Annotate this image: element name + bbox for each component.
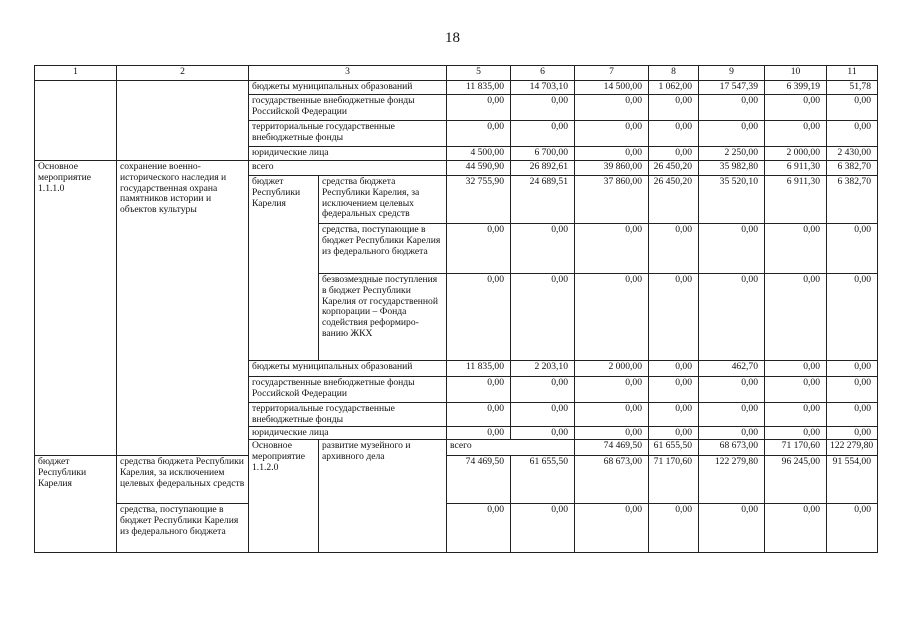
value-cell: 462,70 [699, 361, 765, 377]
value-cell: 4 500,00 [447, 147, 511, 161]
value-cell: 68 673,00 [575, 456, 649, 504]
value-cell: 0,00 [827, 224, 878, 274]
value-cell: 0,00 [827, 95, 878, 121]
value-cell: 0,00 [649, 361, 699, 377]
value-cell: 0,00 [511, 377, 575, 403]
value-cell: 6 382,70 [827, 161, 878, 176]
value-cell: 71 170,60 [649, 456, 699, 504]
value-cell: 1 062,00 [649, 81, 699, 95]
value-cell: 17 547,39 [699, 81, 765, 95]
value-cell: 14 703,10 [511, 81, 575, 95]
value-cell: 0,00 [765, 427, 827, 440]
value-cell: 0,00 [575, 274, 649, 361]
header-cell: 8 [649, 66, 699, 81]
source-label: государственные внебюджетные фонды Российской Федерации [249, 95, 447, 121]
value-cell: 0,00 [511, 224, 575, 274]
header-cell: 9 [699, 66, 765, 81]
value-cell: 0,00 [827, 361, 878, 377]
value-cell: 37 860,00 [575, 176, 649, 224]
source-label: бюджеты муниципальных образований [249, 361, 447, 377]
value-cell: 122 279,80 [827, 440, 878, 456]
value-cell: 0,00 [827, 377, 878, 403]
source-label: государственные внебюджетные фонды Российской Федерации [249, 377, 447, 403]
value-cell: 0,00 [827, 504, 878, 553]
header-row [35, 66, 878, 81]
value-cell: 0,00 [827, 274, 878, 361]
budget-table [34, 65, 878, 553]
value-cell: 0,00 [765, 121, 827, 147]
empty-cell [35, 81, 117, 161]
source-label: средства, поступающие в бюджет Республики Карелия из федерального бюджета [117, 504, 249, 553]
value-cell: 24 689,51 [511, 176, 575, 224]
value-cell: 0,00 [827, 427, 878, 440]
source-label: бюджеты муниципальных образований [249, 81, 447, 95]
value-cell: 0,00 [575, 95, 649, 121]
value-cell: 0,00 [511, 274, 575, 361]
source-label: всего [249, 161, 447, 176]
value-cell: 0,00 [699, 504, 765, 553]
value-cell: 11 835,00 [447, 81, 511, 95]
value-cell: 6 911,30 [765, 161, 827, 176]
value-cell: 26 450,20 [649, 161, 699, 176]
value-cell: 0,00 [649, 95, 699, 121]
value-cell: 32 755,90 [447, 176, 511, 224]
value-cell: 6 700,00 [511, 147, 575, 161]
value-cell: 0,00 [447, 224, 511, 274]
value-cell: 0,00 [447, 121, 511, 147]
value-cell: 68 673,00 [699, 440, 765, 456]
value-cell: 0,00 [699, 224, 765, 274]
source-label: территориальные государственные внебюджетные фонды [249, 121, 447, 147]
value-cell: 0,00 [447, 403, 511, 427]
value-cell: 0,00 [649, 377, 699, 403]
source-label: юридические лица [249, 147, 447, 161]
event-code: Основное мероприятие 1.1.1.0 [35, 161, 117, 456]
value-cell: 0,00 [511, 427, 575, 440]
value-cell: 0,00 [649, 224, 699, 274]
value-cell: 51,78 [827, 81, 878, 95]
event-code: Основное мероприятие 1.1.2.0 [249, 440, 319, 553]
value-cell: 74 469,50 [447, 456, 511, 504]
header-cell: 1 [35, 66, 117, 81]
value-cell: 0,00 [765, 361, 827, 377]
value-cell: 6 399,19 [765, 81, 827, 95]
value-cell: 26 450,20 [649, 176, 699, 224]
value-cell: 74 469,50 [575, 440, 649, 456]
value-cell: 0,00 [511, 403, 575, 427]
value-cell: 0,00 [649, 121, 699, 147]
value-cell: 0,00 [575, 147, 649, 161]
value-cell: 0,00 [447, 427, 511, 440]
value-cell: 0,00 [511, 95, 575, 121]
value-cell: 0,00 [511, 121, 575, 147]
value-cell: 0,00 [575, 403, 649, 427]
source-label: безвозмездные поступления в бюджет Республики Карелия от государственной корпорации – Фонда содействия реформиро-ванию ЖКХ [319, 274, 447, 361]
value-cell: 0,00 [511, 504, 575, 553]
event-name: сохранение военно-исторического наследия и государственная охрана памятников истории и объектов культуры [117, 161, 249, 456]
table-row [35, 456, 878, 504]
value-cell: 0,00 [765, 224, 827, 274]
value-cell: 61 655,50 [649, 440, 699, 456]
value-cell: 0,00 [447, 504, 511, 553]
value-cell: 0,00 [765, 274, 827, 361]
value-cell: 2 000,00 [575, 361, 649, 377]
source-label: всего [447, 440, 575, 456]
value-cell: 26 892,61 [511, 161, 575, 176]
value-cell: 0,00 [649, 274, 699, 361]
value-cell: 6 911,30 [765, 176, 827, 224]
value-cell: 0,00 [575, 121, 649, 147]
value-cell: 2 430,00 [827, 147, 878, 161]
value-cell: 0,00 [575, 427, 649, 440]
source-label: средства бюджета Республики Карелия, за исключением целевых федеральных средств [117, 456, 249, 504]
header-cell: 7 [575, 66, 649, 81]
table-row [35, 161, 878, 176]
source-group-label: бюджет Республики Карелия [35, 456, 117, 553]
value-cell: 0,00 [699, 95, 765, 121]
value-cell: 0,00 [447, 95, 511, 121]
header-cell: 2 [117, 66, 249, 81]
source-label: средства бюджета Республики Карелия, за исключением целевых федеральных средств [319, 176, 447, 224]
value-cell: 0,00 [649, 427, 699, 440]
value-cell: 0,00 [699, 377, 765, 403]
value-cell: 0,00 [447, 377, 511, 403]
value-cell: 91 554,00 [827, 456, 878, 504]
value-cell: 0,00 [649, 504, 699, 553]
value-cell: 96 245,00 [765, 456, 827, 504]
value-cell: 35 982,80 [699, 161, 765, 176]
value-cell: 0,00 [765, 95, 827, 121]
value-cell: 0,00 [575, 224, 649, 274]
value-cell: 39 860,00 [575, 161, 649, 176]
value-cell: 35 520,10 [699, 176, 765, 224]
value-cell: 0,00 [699, 427, 765, 440]
value-cell: 0,00 [575, 377, 649, 403]
value-cell: 2 203,10 [511, 361, 575, 377]
value-cell: 0,00 [699, 274, 765, 361]
value-cell: 71 170,60 [765, 440, 827, 456]
value-cell: 0,00 [699, 121, 765, 147]
header-cell: 10 [765, 66, 827, 81]
value-cell: 11 835,00 [447, 361, 511, 377]
header-cell: 11 [827, 66, 878, 81]
source-label: юридические лица [249, 427, 447, 440]
value-cell: 0,00 [827, 403, 878, 427]
value-cell: 0,00 [699, 403, 765, 427]
value-cell: 0,00 [649, 147, 699, 161]
header-cell: 5 [447, 66, 511, 81]
value-cell: 2 250,00 [699, 147, 765, 161]
value-cell: 0,00 [765, 504, 827, 553]
table-row [35, 504, 878, 553]
value-cell: 0,00 [827, 121, 878, 147]
header-cell: 6 [511, 66, 575, 81]
value-cell: 44 590,90 [447, 161, 511, 176]
empty-cell [117, 81, 249, 161]
value-cell: 61 655,50 [511, 456, 575, 504]
source-label: средства, поступающие в бюджет Республики Карелия из федерального бюджета [319, 224, 447, 274]
value-cell: 0,00 [649, 403, 699, 427]
source-label: территориальные государственные внебюджетные фонды [249, 403, 447, 427]
value-cell: 0,00 [447, 274, 511, 361]
page-number: 18 [445, 30, 460, 46]
event-name: развитие музейного и архивного дела [319, 440, 447, 553]
table-row [35, 81, 878, 95]
value-cell: 0,00 [575, 504, 649, 553]
value-cell: 14 500,00 [575, 81, 649, 95]
source-group-label: бюджет Республики Карелия [249, 176, 319, 361]
header-cell: 3 [249, 66, 447, 81]
value-cell: 122 279,80 [699, 456, 765, 504]
value-cell: 0,00 [765, 377, 827, 403]
value-cell: 0,00 [765, 403, 827, 427]
value-cell: 6 382,70 [827, 176, 878, 224]
value-cell: 2 000,00 [765, 147, 827, 161]
